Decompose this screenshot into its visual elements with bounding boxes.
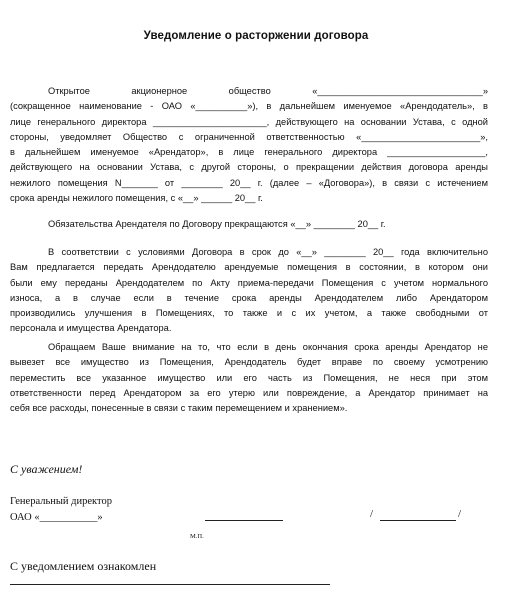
signatory-position: Генеральный директор (10, 496, 112, 507)
text-line: срока аренды нежилого помещения, с «__» ______ 20__ г. (10, 193, 263, 204)
paragraph-attention (10, 340, 488, 416)
text-line: лице генерального директора ______________________, действующего на основании Устава, с одной (10, 116, 488, 127)
text-line: себя все расходы, понесенные в связи с таким перемещением и хранением». (10, 403, 348, 414)
signature-line (205, 520, 283, 521)
text-line: персонала и имущества Арендатора. (10, 323, 172, 334)
name-line (380, 520, 456, 521)
slash-separator: / (370, 508, 374, 520)
text-line: Обязательства Арендателя по Договору прекращаются «__» ________ 20__ г. (48, 219, 386, 229)
slash-separator: / (458, 508, 462, 520)
text-line: вывезет все имущество из Помещения, Арендодатель будет вправе по своему усмотрению (10, 357, 488, 368)
acknowledgement-label: С уведомлением ознакомлен (10, 559, 157, 573)
text-line: стороны, уведомляет Общество с ограниченной ответственностью «_______________________», (10, 131, 488, 142)
paragraph-obligations (10, 217, 488, 232)
signatory-company: ОАО «___________» (10, 511, 103, 523)
text-line: ответственности перед Арендатором за его утерю или повреждение, а Арендатор принимает на (10, 387, 488, 398)
closing-regards: С уважением! (10, 462, 83, 476)
text-line: Открытое акционерное общество «________________________________» (48, 86, 488, 96)
paragraph-conditions (10, 245, 488, 337)
text-line: (сокращенное наименование - ОАО «__________»), в дальнейшем именуемое «Арендодатель», в (10, 101, 488, 112)
text-line: В соответствии с условиями Договора в срок до «__» ________ 20__ года включительно (48, 247, 488, 257)
text-line: переместить все указанное имущество или его часть из Помещения, не неся при этом (10, 372, 488, 383)
text-line: действующего на основании Устава, с другой стороны, о прекращении действия договора аренды (10, 162, 488, 173)
text-line: Вам предлагается передать Арендодателю арендуемые помещения в состоянии, в котором они (10, 262, 488, 273)
text-line: в дальнейшем именуемое «Арендатор», в лице генерального директора ___________________, (10, 147, 488, 158)
text-line: производились улучшения в Помещениях, то также и с их учетом, а также свободными от (10, 308, 488, 319)
text-line: были ему переданы Арендодателем по Акту приема-передачи Помещения с учетом нормального (10, 277, 488, 288)
document-title: Уведомление о расторжении договора (143, 30, 369, 42)
signatory-block (10, 494, 112, 525)
paragraph-notice (10, 84, 488, 206)
text-line: нежилого помещения N_______ от ________ 20__ г. (далее – «Договора»), в связи с истечением (10, 177, 488, 188)
acknowledgement-signature-line (10, 584, 330, 585)
text-line: износа, а в случае если в течение срока аренды Арендодателем либо Арендатором (10, 292, 488, 303)
stamp-place: М.П. (190, 533, 204, 540)
text-line: Обращаем Ваше внимание на то, что если в день окончания срока аренды Арендатор не (48, 342, 488, 352)
